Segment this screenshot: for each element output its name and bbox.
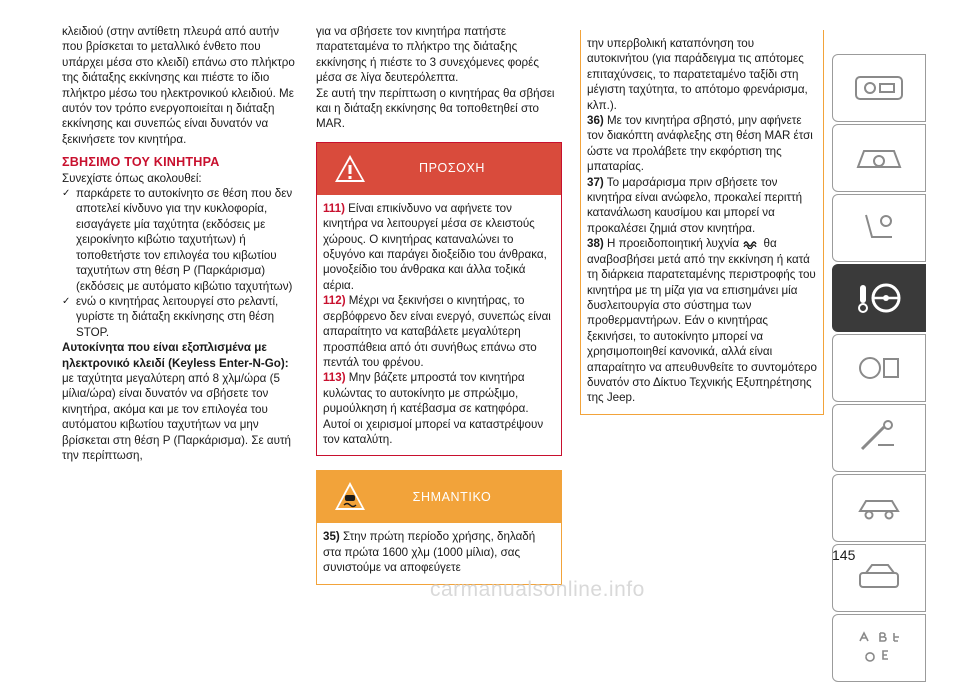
car-seat-icon bbox=[850, 207, 908, 249]
col2-paragraph-1: για να σβήσετε τον κινητήρα πατήστε παρατεταμένα το πλήκτρο της διάταξης εκκίνησης ή πιέστε το 3 συνεχόμενες φορές μέσα σε λίγα δευτερόλεπτα. bbox=[316, 25, 539, 85]
warning-title: ΠΡΟΣΟΧΗ bbox=[418, 161, 486, 176]
note-box-continued bbox=[580, 30, 824, 415]
bullet-item-2 bbox=[62, 294, 302, 340]
chapter-tab-maintenance[interactable] bbox=[832, 474, 926, 542]
bullet-marker-icon: ✓︎ bbox=[62, 295, 71, 307]
chapter-tab-warning-lights[interactable] bbox=[832, 334, 926, 402]
warning-header bbox=[317, 143, 561, 195]
car-skid-icon bbox=[333, 480, 367, 514]
chapter-tab-index[interactable] bbox=[832, 614, 926, 682]
note-text: Η προειδοποιητική λυχνία bbox=[603, 237, 743, 251]
keyless-text: με ταχύτητα μεγαλύτερη από 8 χλμ/ώρα (5 μίλια/ώρα) είναι δυνατόν να σβήσετε τον κινητήρα, ακόμα και με τον επιλογέα του αυτόματου κιβωτίου ταχυτήτων να μην βρίσκεται στη θέση P (Παρκάρισμα). Σε αυτή την περίπτωση, bbox=[62, 371, 291, 462]
note-item-37 bbox=[587, 175, 817, 237]
chapter-tab-dashboard[interactable] bbox=[832, 54, 926, 122]
note-body-continued bbox=[581, 30, 823, 414]
section-heading: ΣΒΗΣΙΜΟ ΤΟΥ ΚΙΝΗΤΗΡΑ bbox=[62, 155, 220, 170]
note-text: Στην πρώτη περίοδο χρήσης, δηλαδή στα πρώτα 1600 χλμ (1000 μίλια), σας συνιστούμε να αποφεύγετε bbox=[323, 530, 536, 575]
note-text: Το μαρσάρισμα πριν σβήσετε τον κινητήρα είναι ανώφελο, προκαλεί περιττή κατανάλωση καυσίμου και μπορεί να προκαλέσει ζημιά στον κινητήρα. bbox=[587, 175, 803, 235]
watermark: carmanualsonline.info bbox=[430, 578, 645, 601]
steering-wheel-key-icon bbox=[850, 277, 908, 319]
note-box bbox=[316, 470, 562, 584]
warning-text: Είναι επικίνδυνο να αφήνετε τον κινητήρα να λειτουργεί μέσα σε κλειστούς χώρους. Ο κινητήρας καταναλώνει το οξυγόνο και παράγει διοξείδιο του άνθρακα, μονοξείδιο του άνθρακα και άλλα τοξικά αέρια. bbox=[323, 201, 547, 292]
car-specs-icon bbox=[850, 557, 908, 599]
bullet-text-1: παρκάρετε το αυτοκίνητο σε θέση που δεν αποτελεί κίνδυνο για την κυκλοφορία, εισαγάγετε μία ταχύτητα (εκδόσεις με χειροκίνητο κιβώτιο ταχυτήτων) ή τοποθετήστε τον επιλογέα του κιβωτίου ταχυτήτων στη θέση P (Παρκάρισμα) (εκδόσεις με αυτόματο κιβώτιο ταχυτήτων) bbox=[76, 187, 293, 293]
warning-triangle-icon bbox=[333, 152, 367, 186]
warning-item-112 bbox=[323, 293, 555, 370]
intro-paragraph: κλειδιού (στην αντίθετη πλευρά από αυτήν που βρίσκεται το μεταλλικό ένθετο που υπάρχει μέσα στο κλειδί) επάνω στο πλήκτρο της διάταξης εκκίνησης και πιέστε το ίδιο πλήκτρο μέσω του ηλεκτρονικού κλειδιού. Με αυτόν τον τρόπο ενεργοποιείται η διάταξη εκκίνησης και συνεπώς είναι δυνατόν να ξεκινήσετε τον κινητήρα. bbox=[62, 25, 295, 146]
note-item-38 bbox=[587, 236, 817, 405]
warning-lights-icon bbox=[850, 347, 908, 389]
chapter-tab-starting-driving[interactable] bbox=[832, 264, 926, 332]
lead-text: Συνεχίστε όπως ακολουθεί: bbox=[62, 171, 202, 185]
column-2 bbox=[316, 24, 562, 585]
note-number: 36) bbox=[587, 114, 604, 128]
warning-item-111 bbox=[323, 201, 555, 293]
note-number: 37) bbox=[587, 175, 604, 189]
note-continued-text: την υπερβολική καταπόνηση του αυτοκινήτου (για παράδειγμα τις απότομες επιταχύνσεις, το παρατεταμένο ταξίδι στη μέγιστη ταχύτητα, το απότομο φρενάρισμα, κλπ.). bbox=[587, 37, 808, 112]
chapter-tab-safety[interactable] bbox=[832, 194, 926, 262]
note-header bbox=[317, 471, 561, 523]
note-title: ΣΗΜΑΝΤΙΚΟ bbox=[412, 489, 492, 504]
bullet-marker-icon: ✓︎ bbox=[62, 188, 71, 200]
bullet-item-1 bbox=[62, 186, 302, 294]
glow-plug-icon bbox=[742, 239, 760, 249]
note-number: 35) bbox=[323, 530, 340, 544]
warning-box bbox=[316, 142, 562, 457]
keyless-bold-lead: Αυτοκίνητα που είναι εξοπλισμένα με ηλεκτρονικό κλειδί (Keyless Enter-N-Go): bbox=[62, 341, 289, 370]
warning-text: Μην βάζετε μπροστά τον κινητήρα κυλώντας το αυτοκίνητο με σπρώξιμο, ρυμούλκηση ή κατέβασμα σε κατηφόρα. Αυτοί οι χειρισμοί μπορεί να καταστρέψουν τον καταλύτη. bbox=[323, 371, 544, 446]
car-interior-icon bbox=[850, 137, 908, 179]
warning-body bbox=[317, 195, 561, 456]
note-item-36 bbox=[587, 113, 817, 175]
note-text: Με τον κινητήρα σβηστό, μην αφήνετε τον διακόπτη ανάφλεξης στη θέση MAR έτσι ώστε να προλάβετε την εκφόρτιση της μπαταρίας. bbox=[587, 114, 813, 174]
page-number: 145 bbox=[832, 547, 856, 563]
warning-item-113 bbox=[323, 370, 555, 447]
chapter-tabs bbox=[832, 54, 926, 684]
note-number: 38) bbox=[587, 237, 604, 251]
warning-number: 111) bbox=[323, 201, 345, 215]
bullet-text-2: ενώ ο κινητήρας λειτουργεί στο ρελαντί, γυρίστε τη διάταξη εκκίνησης στη θέση STOP. bbox=[76, 294, 279, 339]
col2-paragraph-2: Σε αυτή την περίπτωση ο κινητήρας θα σβήσει και η διάταξη εκκίνησης θα τοποθετηθεί στο MAR. bbox=[316, 86, 555, 131]
warning-number: 112) bbox=[323, 294, 346, 308]
warning-number: 113) bbox=[323, 371, 346, 385]
car-dashboard-icon bbox=[850, 67, 908, 109]
column-1 bbox=[62, 24, 302, 463]
note-item-35 bbox=[323, 529, 555, 575]
note-body bbox=[317, 523, 561, 583]
chapter-tab-emergency[interactable] bbox=[832, 404, 926, 472]
chapter-tab-knowing[interactable] bbox=[832, 124, 926, 192]
note-text: θα αναβοσβήσει μετά από την εκκίνηση ή κατά τη διάρκεια παρατεταμένης περιστροφής του κινητήρα με τη μίζα για να επισημάνει μία δυσλειτουργία στο σύστημα των προθερμαντήρων. Εάν ο κινητήρας ξεκινήσει, το αυτοκίνητο μπορεί να χρησιμοποιηθεί κανονικά, αλλά είναι απαραίτητο να απευθυνθείτε το συντομότερο δυνατόν στο Δίκτυο Τεχνικής Εξυπηρέτησης της Jeep. bbox=[587, 237, 817, 405]
tools-icon bbox=[850, 417, 908, 459]
car-lift-icon bbox=[850, 487, 908, 529]
keyless-paragraph bbox=[62, 340, 302, 463]
column-3 bbox=[580, 24, 824, 415]
warning-text: Μέχρι να ξεκινήσει ο κινητήρας, το σερβόφρενο δεν είναι ενεργό, συνεπώς είναι απαραίτητο να καταβάλετε μεγαλύτερη προσπάθεια από ότι συνήθως επάνω στο πεντάλ του φρένου. bbox=[323, 294, 551, 369]
alphabet-index-icon bbox=[850, 627, 908, 669]
